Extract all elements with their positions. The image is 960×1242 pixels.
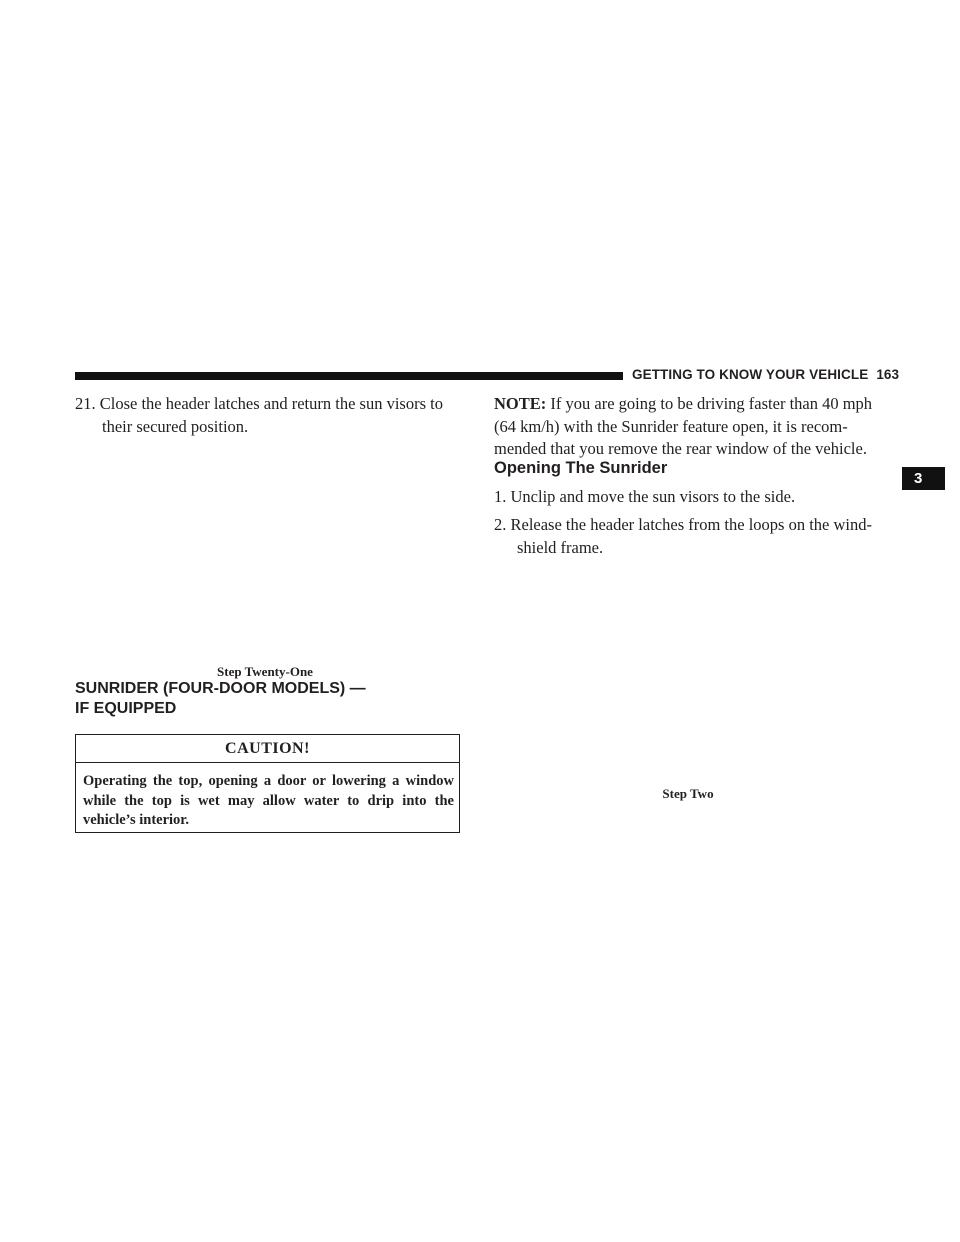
note-line1-text: If you are going to be driving faster than 40 mph [546, 394, 873, 413]
section-heading [75, 679, 465, 719]
step-21 [75, 393, 465, 438]
note-line1 [494, 393, 884, 416]
page-number: 163 [876, 367, 900, 382]
section-heading-line1: SUNRIDER (FOUR-DOOR MODELS) — [75, 680, 366, 697]
header-rule [75, 372, 623, 380]
figure-caption-step-two: Step Two [662, 786, 714, 801]
step-21-line2: their secured position. [102, 416, 249, 436]
step-2-line1: 2. Release the header latches from the loops on the wind- [494, 515, 873, 534]
note-label: NOTE: [494, 394, 547, 413]
note [494, 393, 884, 461]
caution-text: Operating the top, opening a door or lowering a window while the top is wet may allow water to drip into the vehicle’s interior. [83, 773, 454, 828]
step-2 [494, 514, 884, 559]
running-header [632, 366, 902, 384]
note-line3: mended that you remove the rear window of the vehicle. [494, 439, 867, 458]
note-line2: (64 km/h) with the Sunrider feature open, it is recom- [494, 416, 848, 436]
section-heading-line2: IF EQUIPPED [75, 700, 177, 717]
chapter-tab[interactable]: 3 [902, 467, 945, 490]
subheading-opening-the-sunrider: Opening The Sunrider [494, 459, 668, 477]
step-21-line1: 21. Close the header latches and return the sun visors to [75, 394, 443, 413]
step-2-line2: shield frame. [517, 537, 604, 557]
caution-box [75, 734, 460, 833]
step-1: 1. Unclip and move the sun visors to the side. [494, 487, 796, 506]
figure-caption-step-twenty-one: Step Twenty-One [217, 664, 313, 679]
header-title: GETTING TO KNOW YOUR VEHICLE [632, 367, 869, 382]
caution-title: CAUTION! [76, 735, 459, 763]
